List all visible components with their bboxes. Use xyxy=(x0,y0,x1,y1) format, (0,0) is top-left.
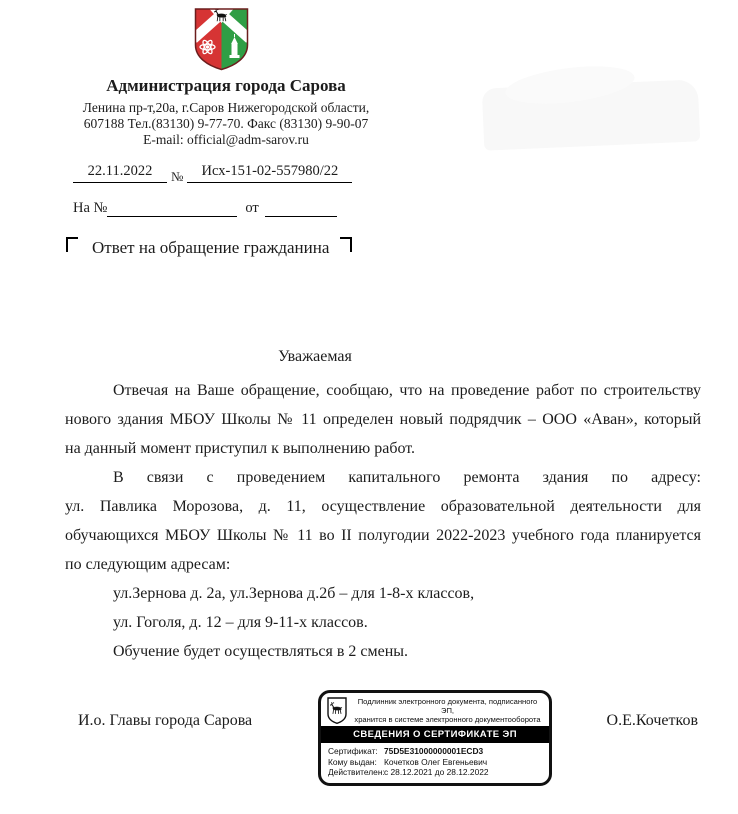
incoming-date-blank xyxy=(265,214,337,217)
incoming-number-blank xyxy=(107,214,237,217)
electronic-signature-stamp xyxy=(318,690,552,786)
number-sign: № xyxy=(171,169,184,184)
body-line: ул. Павлика Морозова, д. 11, осуществление образовательной деятельности для xyxy=(65,498,701,515)
organization-address xyxy=(48,100,404,148)
incoming-reference-row xyxy=(73,200,337,217)
certificate-label: Сертификат: xyxy=(328,746,378,756)
body-line: обучающихся МБОУ Школы № 11 во II полугодии 2022-2023 учебного года планируется xyxy=(65,527,701,544)
ot-label: от xyxy=(245,200,259,216)
address-list-item: Обучение будет осуществляться в 2 смены. xyxy=(113,643,409,660)
body-line: Отвечая на Ваше обращение, сообщаю, что на проведение работ по строительству xyxy=(113,382,701,399)
letter-body xyxy=(65,376,701,666)
nizhny-deer-emblem-icon xyxy=(327,697,347,724)
body-line: по следующим адресам: xyxy=(65,556,231,573)
outgoing-reference-row xyxy=(73,163,352,183)
address-corner-mark-right xyxy=(340,237,352,252)
issued-to-value: Кочетков Олег Евгеньевич xyxy=(384,756,488,767)
outgoing-number: Исх-151-02-557980/22 xyxy=(187,163,352,183)
certificate-row xyxy=(328,746,545,757)
signer-position: И.о. Главы города Сарова xyxy=(78,712,253,729)
validity-row xyxy=(328,767,545,778)
certificate-details xyxy=(321,743,549,778)
stamp-note xyxy=(352,697,543,724)
stamp-note-line: Подлинник электронного документа, подписанного ЭП, xyxy=(357,697,538,715)
signer-name: О.Е.Кочетков xyxy=(606,712,698,729)
body-line: на данный момент приступил к выполнению работ. xyxy=(65,440,416,457)
issued-to-label: Кому выдан: xyxy=(328,756,377,767)
certificate-info-title: СВЕДЕНИЯ О СЕРТИФИКАТЕ ЭП xyxy=(321,726,549,743)
stamp-header xyxy=(321,693,549,726)
address-line: 607188 Тел.(83130) 9-77-70. Факс (83130) 9-90-07 xyxy=(83,116,369,131)
na-label: На № xyxy=(73,200,108,216)
stamp-note-line: хранится в системе электронного документооборота xyxy=(354,715,541,724)
address-corner-mark-left xyxy=(66,237,78,252)
address-line: Ленина пр-т,20а, г.Саров Нижегородской области, xyxy=(82,100,370,115)
organization-name: Администрация города Сарова xyxy=(106,76,346,95)
letter-date: 22.11.2022 xyxy=(73,163,167,183)
issued-to-row xyxy=(328,757,545,768)
body-line: нового здания МБОУ Школы № 11 определен новый подрядчик – ООО «Аван», который xyxy=(65,411,701,428)
sarov-coat-of-arms-icon xyxy=(193,7,250,71)
salutation: Уважаемая xyxy=(278,348,352,365)
validity-label: Действителен: xyxy=(328,767,385,777)
validity-value: с 28.12.2021 до 28.12.2022 xyxy=(384,767,489,777)
address-list-item: ул.Зернова д. 2а, ул.Зернова д.2б – для 1-8-х классов, xyxy=(113,585,475,602)
letter-subject: Ответ на обращение гражданина xyxy=(92,238,330,257)
body-line: В связи с проведением капитального ремонта здания по адресу: xyxy=(113,469,701,486)
certificate-value: 75D5E31000000001ECD3 xyxy=(384,746,484,756)
address-list-item: ул. Гоголя, д. 12 – для 9-11-х классов. xyxy=(113,614,368,631)
address-line: E-mail: official@adm-sarov.ru xyxy=(143,132,309,147)
